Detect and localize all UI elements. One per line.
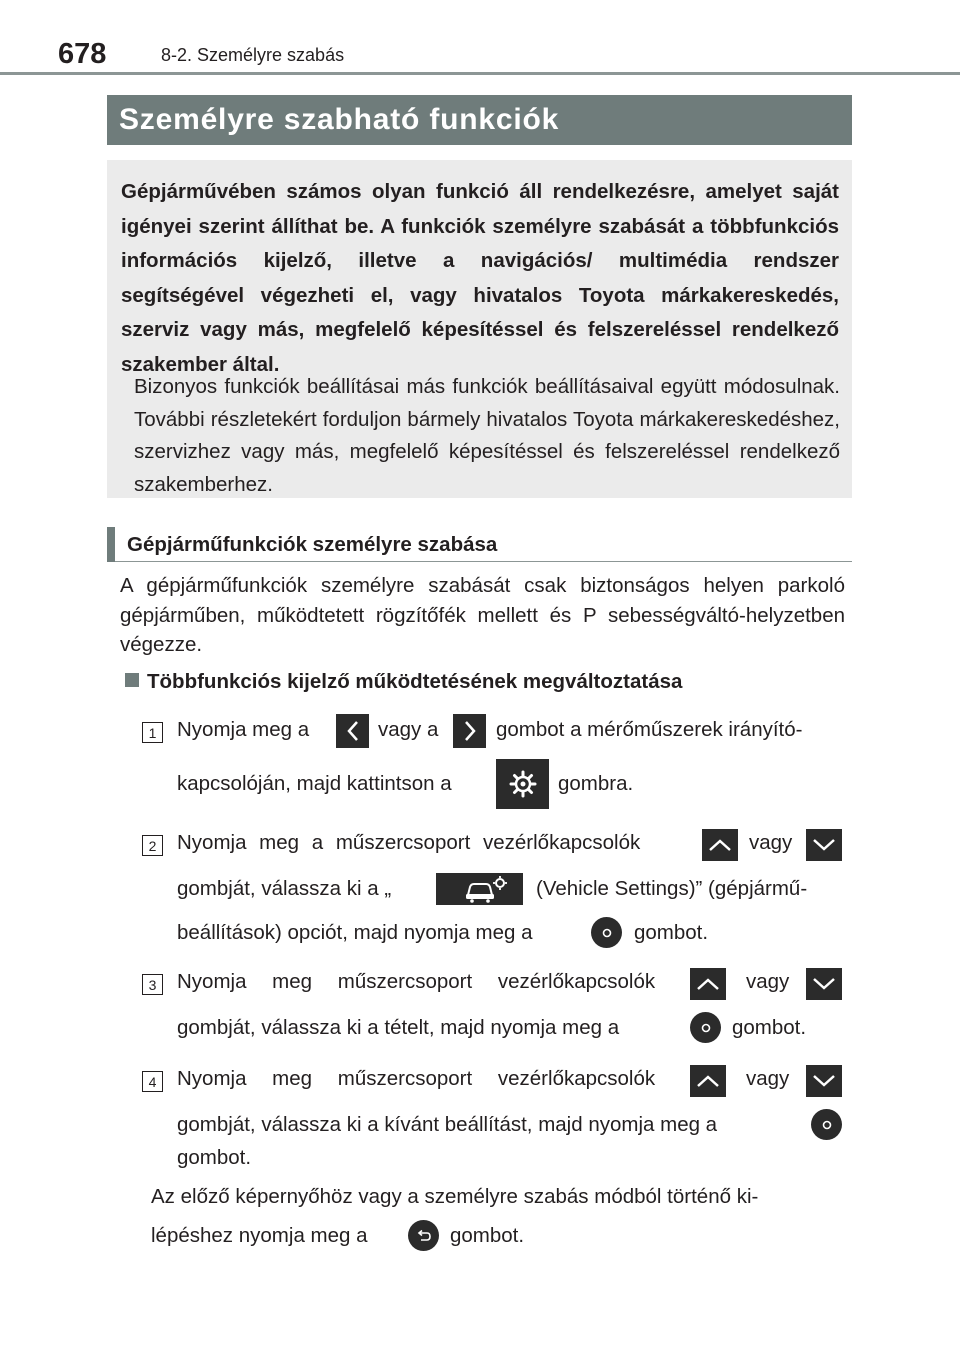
step-1-text-e: gombra. xyxy=(558,772,634,795)
step-2-text-e: beállítások) opciót, majd nyomja meg a xyxy=(177,921,533,944)
step-2-text-f: gombot. xyxy=(634,921,709,944)
step-2-text-d: (Vehicle Settings)” (gépjármű- xyxy=(536,877,808,900)
step-number-2: 2 xyxy=(142,835,163,856)
ok-button-icon xyxy=(591,917,622,948)
intro-box xyxy=(107,160,852,498)
step-3-text-a: Nyomja meg műszercsoport vezérlőkapcsolók xyxy=(177,970,656,993)
title-bar xyxy=(107,95,852,145)
up-arrow-icon xyxy=(690,1065,726,1097)
step-2-text-a: Nyomja meg a műszercsoport vezérlőkapcsolók xyxy=(177,831,641,854)
section-square-icon xyxy=(125,673,139,687)
step-1-text-d: kapcsolóján, majd kattintson a xyxy=(177,772,452,795)
section-title xyxy=(125,670,682,694)
page-title: Személyre szabható funkciók xyxy=(119,103,560,136)
down-arrow-icon xyxy=(806,968,842,1000)
left-arrow-icon xyxy=(336,714,369,748)
step-4-text-b: vagy xyxy=(746,1067,790,1090)
up-arrow-icon xyxy=(702,829,738,861)
right-arrow-icon xyxy=(453,714,486,748)
vehicle-settings-icon xyxy=(436,873,523,905)
step-2-text-c: gombját, válassza ki a „ xyxy=(177,877,392,900)
subheading-text: Gépjárműfunkciók személyre szabása xyxy=(127,533,498,556)
gear-icon xyxy=(496,759,549,809)
running-header: 8-2. Személyre szabás xyxy=(161,45,345,65)
step-3-text-b: vagy xyxy=(746,970,790,993)
subheading-bar xyxy=(107,527,115,562)
section-title-text: Többfunkciós kijelző működtetésének megváltoztatása xyxy=(147,670,683,693)
subheading-rule xyxy=(115,561,852,562)
step-4-text-d: gombot. xyxy=(177,1146,252,1169)
page-number: 678 xyxy=(58,38,107,70)
header-rule xyxy=(0,72,960,75)
step-1-text-b: vagy a xyxy=(378,718,439,741)
intro-bold-text: Gépjárművében számos olyan funkció áll rendelkezésre, amelyet saját igényei szerint állíthat be. A funkciók személyre szabását a többfunkciós információs kijelző, illetve a navigációs/ multimédia rendszer segítségével végezheti el, vagy hivatalos Toyota márkakereskedés, szerviz vagy más, megfelelő képesítéssel és felszereléssel rendelkező szakember által. xyxy=(121,180,839,376)
up-arrow-icon xyxy=(690,968,726,1000)
safety-paragraph: A gépjárműfunkciók személyre szabását csak biztonságos helyen parkoló gépjárműben, működtetett rögzítőfék mellett és P sebességváltó-helyzetben végezze. xyxy=(120,574,845,656)
step-4-text-c: gombját, válassza ki a kívánt beállítást, majd nyomja meg a xyxy=(177,1113,718,1136)
step-4-text-a: Nyomja meg műszercsoport vezérlőkapcsolók xyxy=(177,1067,656,1090)
ok-button-icon xyxy=(690,1012,721,1043)
closing-text-b: lépéshez nyomja meg a xyxy=(151,1224,368,1247)
step-1-text-c: gombot a mérőműszerek irányító- xyxy=(496,718,803,741)
step-3-text-c: gombját, válassza ki a tételt, majd nyomja meg a xyxy=(177,1016,620,1039)
closing-text-a: Az előző képernyőhöz vagy a személyre szabás módból történő ki- xyxy=(151,1185,759,1208)
step-number-4: 4 xyxy=(142,1071,163,1092)
step-1-text-a: Nyomja meg a xyxy=(177,718,310,741)
down-arrow-icon xyxy=(806,829,842,861)
intro-note-text: Bizonyos funkciók beállításai más funkciók beállításaival együtt módosulnak. További részletekért forduljon bármely hivatalos Toyota márkakereskedéshez, szervizhez vagy más, megfelelő képesítéssel és felszereléssel rendelkező szakemberhez. xyxy=(134,375,840,496)
back-button-icon xyxy=(408,1220,439,1251)
step-number-3: 3 xyxy=(142,974,163,995)
ok-button-icon xyxy=(811,1109,842,1140)
subheading xyxy=(107,527,852,562)
closing-text-c: gombot. xyxy=(450,1224,525,1247)
step-number-1: 1 xyxy=(142,722,163,743)
down-arrow-icon xyxy=(806,1065,842,1097)
step-2-text-b: vagy xyxy=(749,831,793,854)
step-3-text-d: gombot. xyxy=(732,1016,807,1039)
